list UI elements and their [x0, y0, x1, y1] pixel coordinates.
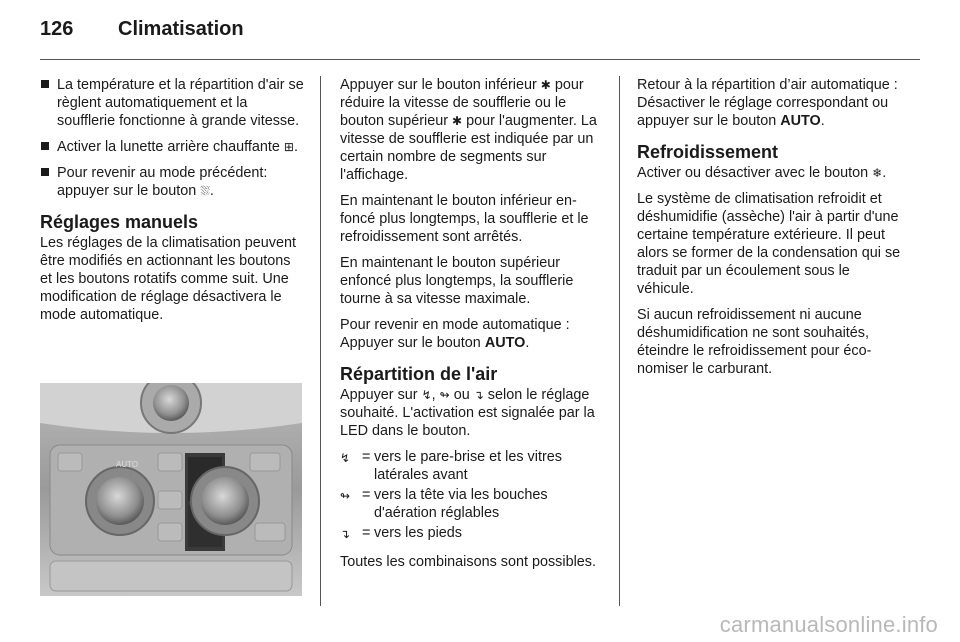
- airflow-feet-icon: ↴: [340, 527, 351, 541]
- heading-air-distribution: Répartition de l'air: [340, 364, 498, 384]
- page-number: 126: [40, 18, 74, 40]
- heading-cooling: Refroidissement: [637, 142, 779, 162]
- fan-speed-text: Appuyer sur le bouton inférieur ✱ pour réduire la vitesse de soufflerie ou le bouton supérieur ✱ pour l'augmenter. La vitesse de soufflerie est indiquée par un certain nombre de segments sur l'affichage.: [340, 77, 597, 183]
- auto-label: AUTO: [116, 460, 139, 469]
- snowflake-icon: ❄: [872, 166, 883, 180]
- auto-keyword: AUTO: [780, 113, 821, 129]
- fan-off-text: En maintenant le bouton inférieur enfoncé plus longtemps, la soufflerie et le refroidissement sont arrêtés.: [340, 193, 589, 245]
- column-1: [40, 76, 305, 332]
- combinations-text: Toutes les combinaisons sont possibles.: [340, 554, 596, 570]
- air-distribution-text: Appuyer sur ↯, ↬ ou ↴ selon le réglage souhaité. L'activation est signalée par la LED dans le bouton.: [340, 387, 595, 439]
- list-item: La température et la répartition d'air se règlent automatiquement et la soufflerie fonctionne à grande vitesse.: [40, 76, 305, 130]
- watermark: carmanualsonline.info: [719, 612, 938, 637]
- definition-row: ↴ = vers les pieds: [340, 525, 462, 541]
- cooling-toggle-text: Activer ou désactiver avec le bouton ❄.: [637, 165, 887, 181]
- definition-row: ↯ = vers le pare-brise et les vitres latérales avant: [340, 449, 562, 483]
- column-divider-1: [320, 76, 321, 606]
- auto-mode-text: Pour revenir en mode automatique : Appuyer sur le bouton AUTO.: [340, 317, 570, 351]
- cooling-off-advice: Si aucun refroidissement ni aucune déshumidification ne sont souhaités, éteindre le refroidissement pour économiser le carburant.: [637, 307, 872, 377]
- bullet-icon: [41, 142, 49, 150]
- airflow-windscreen-icon: ↯: [340, 451, 351, 465]
- climate-panel-photo: [40, 383, 302, 596]
- cooling-description: Le système de climatisation refroidit et déshumidifie (assèche) l'air à partir d'une certaine température extérieure. Il peut alors se former de la condensation qui se traduit par un écoulement sous le véhicule.: [637, 191, 901, 297]
- windscreen-defrost-icon: ⛆: [200, 184, 210, 198]
- fan-max-text: En maintenant le bouton supérieur enfoncé plus longtemps, la soufflerie tourne à sa vitesse maximale.: [340, 255, 574, 307]
- airflow-definitions: [340, 448, 602, 543]
- header-rule: [40, 59, 920, 60]
- return-auto-text: Retour à la répartition d’air automatique : Désactiver le réglage correspondant ou appuyer sur le bouton AUTO.: [637, 77, 898, 129]
- column-3: [637, 76, 903, 386]
- heading-manual-settings: Réglages manuels: [40, 212, 199, 232]
- airflow-feet-icon: ↴: [473, 388, 484, 402]
- page-header: [40, 18, 920, 48]
- page-title: Climatisation: [118, 18, 244, 40]
- column-2: [340, 76, 602, 579]
- column-divider-2: [619, 76, 620, 606]
- airflow-windscreen-icon: ↯: [421, 388, 432, 402]
- fan-icon: ✱: [540, 78, 551, 92]
- list-item: Pour revenir au mode précédent: appuyer sur le bouton ⛆.: [40, 164, 305, 200]
- bullet-list: [40, 76, 305, 200]
- auto-keyword: AUTO: [484, 335, 526, 351]
- airflow-head-icon: ↬: [340, 489, 351, 503]
- rear-defrost-icon: ⊞: [283, 140, 294, 154]
- list-item: Activer la lunette arrière chauffante ⊞.: [40, 138, 305, 156]
- airflow-head-icon: ↬: [439, 388, 450, 402]
- fan-icon: ✱: [452, 114, 463, 128]
- definition-row: ↬ = vers la tête via les bouches d'aération réglables: [340, 487, 548, 521]
- bullet-icon: [41, 168, 49, 176]
- bullet-icon: [41, 80, 49, 88]
- manual-settings-text: Les réglages de la climatisation peuvent être modifiés en actionnant les boutons et les boutons rotatifs comme suit. Une modification de réglage désactivera le mode automatique.: [40, 235, 296, 323]
